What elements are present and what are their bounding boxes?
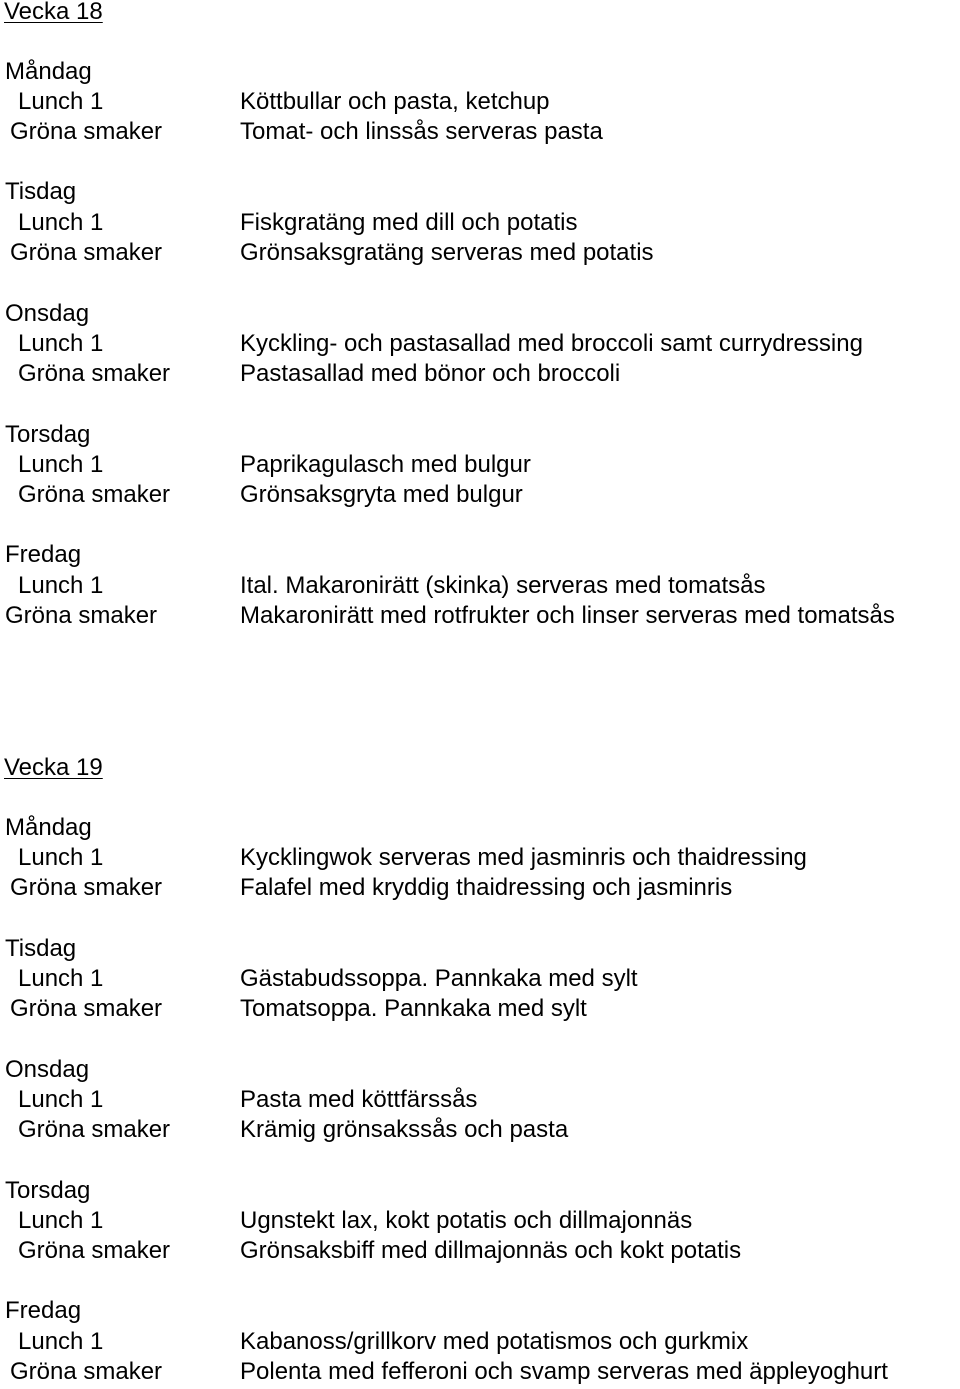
day-name: Tisdag — [5, 935, 77, 962]
day-name: Måndag — [5, 58, 92, 85]
dish-text: Gästabudssoppa. Pannkaka med sylt — [240, 965, 638, 992]
meal-label: Gröna smaker — [10, 874, 163, 901]
meal-label: Lunch 1 — [18, 88, 104, 115]
meal-label: Lunch 1 — [18, 209, 104, 236]
week-title: Vecka 19 — [4, 754, 103, 781]
dish-text: Kyckling- och pastasallad med broccoli samt currydressing — [240, 330, 863, 357]
day-name: Måndag — [5, 814, 92, 841]
day-name: Torsdag — [5, 1177, 91, 1204]
meal-label: Lunch 1 — [18, 1207, 104, 1234]
dish-text: Grönsaksgratäng serveras med potatis — [240, 239, 654, 266]
meal-label: Gröna smaker — [10, 118, 163, 145]
meal-label: Gröna smaker — [18, 481, 171, 508]
meal-label: Gröna smaker — [10, 1358, 163, 1385]
meal-label: Lunch 1 — [18, 965, 104, 992]
day-name: Onsdag — [5, 300, 90, 327]
meal-label: Lunch 1 — [18, 451, 104, 478]
meal-label: Lunch 1 — [18, 572, 104, 599]
dish-text: Kycklingwok serveras med jasminris och thaidressing — [240, 844, 807, 871]
dish-text: Krämig grönsakssås och pasta — [240, 1116, 569, 1143]
dish-text: Köttbullar och pasta, ketchup — [240, 88, 550, 115]
dish-text: Fiskgratäng med dill och potatis — [240, 209, 578, 236]
meal-label: Gröna smaker — [18, 360, 171, 387]
meal-label: Gröna smaker — [10, 995, 163, 1022]
dish-text: Grönsaksgryta med bulgur — [240, 481, 523, 508]
meal-label: Gröna smaker — [5, 602, 158, 629]
dish-text: Ugnstekt lax, kokt potatis och dillmajonnäs — [240, 1207, 693, 1234]
dish-text: Tomat- och linssås serveras pasta — [240, 118, 603, 145]
dish-text: Kabanoss/grillkorv med potatismos och gurkmix — [240, 1328, 749, 1355]
meal-label: Gröna smaker — [18, 1116, 171, 1143]
day-name: Tisdag — [5, 178, 77, 205]
meal-label: Lunch 1 — [18, 1328, 104, 1355]
dish-text: Pasta med köttfärssås — [240, 1086, 478, 1113]
meal-label: Lunch 1 — [18, 1086, 104, 1113]
dish-text: Ital. Makaronirätt (skinka) serveras med tomatsås — [240, 572, 766, 599]
dish-text: Grönsaksbiff med dillmajonnäs och kokt potatis — [240, 1237, 742, 1264]
dish-text: Polenta med fefferoni och svamp serveras med äppleyoghurt — [240, 1358, 888, 1385]
dish-text: Falafel med kryddig thaidressing och jasminris — [240, 874, 733, 901]
meal-label: Gröna smaker — [18, 1237, 171, 1264]
day-name: Fredag — [5, 1297, 82, 1324]
day-name: Fredag — [5, 541, 82, 568]
day-name: Onsdag — [5, 1056, 90, 1083]
dish-text: Paprikagulasch med bulgur — [240, 451, 531, 478]
dish-text: Makaronirätt med rotfrukter och linser serveras med tomatsås — [240, 602, 895, 629]
day-name: Torsdag — [5, 421, 91, 448]
week-title: Vecka 18 — [4, 0, 103, 25]
meal-label: Lunch 1 — [18, 844, 104, 871]
meal-label: Lunch 1 — [18, 330, 104, 357]
dish-text: Pastasallad med bönor och broccoli — [240, 360, 621, 387]
meal-label: Gröna smaker — [10, 239, 163, 266]
dish-text: Tomatsoppa. Pannkaka med sylt — [240, 995, 587, 1022]
